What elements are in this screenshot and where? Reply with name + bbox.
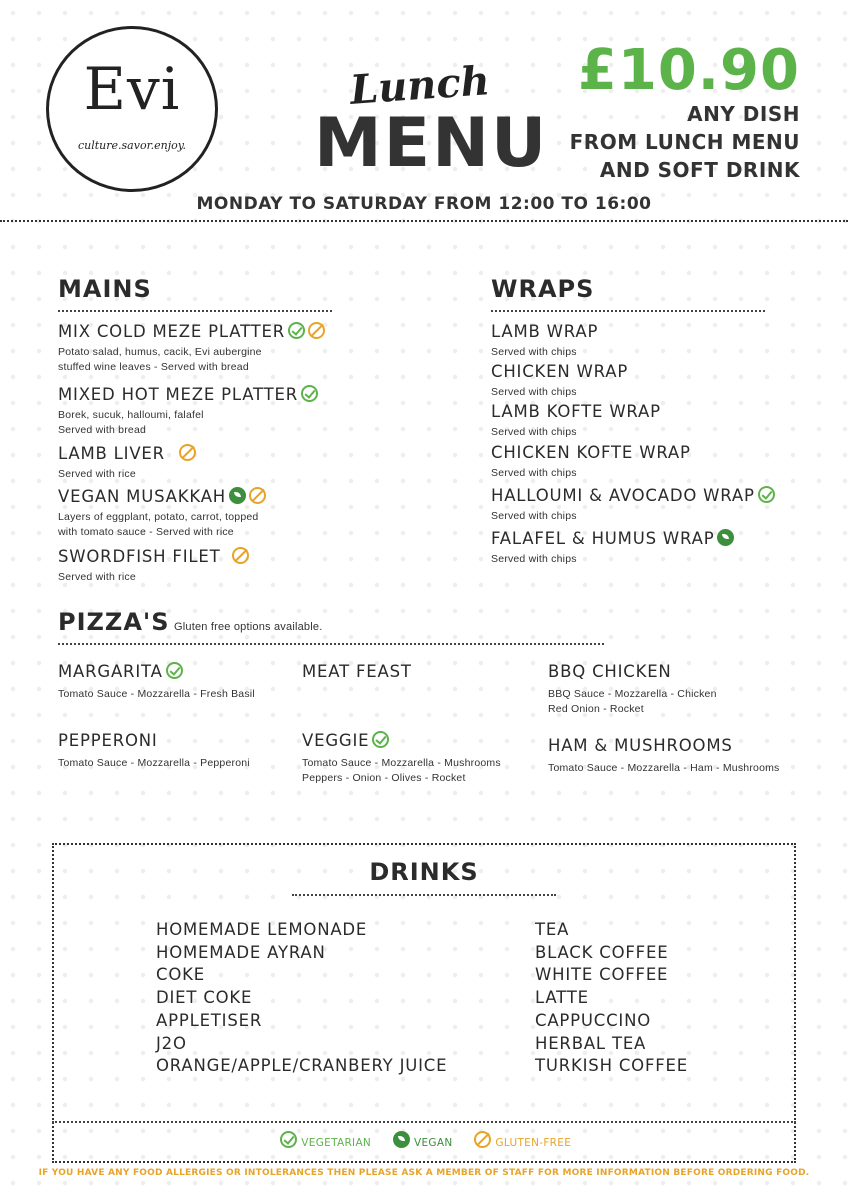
drink-item: HOMEMADE AYRAN	[156, 942, 326, 962]
title-menu: MENU	[314, 104, 549, 183]
vegan-icon	[229, 487, 246, 504]
offer-price: £10.90	[577, 38, 800, 103]
offer-line-1: ANY DISH	[687, 102, 800, 126]
drink-item: TEA	[535, 920, 570, 939]
menu-item-halloumi-avocado-wrap	[491, 486, 775, 524]
item-name: MARGARITA	[58, 662, 163, 681]
menu-item-mix-cold-meze	[58, 322, 325, 375]
vegetarian-icon	[288, 322, 305, 339]
drink-item: LATTE	[535, 988, 589, 1008]
item-desc: Served with rice	[58, 468, 136, 480]
vegetarian-icon	[280, 1131, 297, 1148]
drink-item: BLACK COFFEE	[535, 942, 669, 962]
item-desc: Served with rice	[58, 571, 136, 583]
offer-line-2: FROM LUNCH MENU	[569, 130, 800, 154]
drink-item: CAPPUCCINO	[535, 1010, 652, 1030]
item-desc: Served with chips	[491, 467, 577, 479]
item-name: CHICKEN KOFTE WRAP	[491, 443, 691, 462]
item-desc: Served with chips	[491, 553, 577, 565]
item-desc: Tomato Sauce - Mozzarella - Pepperoni	[58, 757, 250, 769]
gluten-free-icon	[232, 547, 249, 564]
pizza-bbq-chicken	[548, 662, 717, 717]
menu-item-mixed-hot-meze	[58, 385, 318, 438]
vegetarian-icon	[372, 731, 389, 748]
wraps-divider	[491, 310, 765, 312]
logo	[46, 26, 218, 192]
menu-item-chicken-wrap	[491, 362, 628, 400]
item-name: MIX COLD MEZE PLATTER	[58, 322, 286, 341]
item-name: LAMB LIVER	[58, 444, 165, 463]
item-desc: Tomato Sauce - Mozzarella - Fresh Basil	[58, 688, 255, 700]
item-name: MIXED HOT MEZE PLATTER	[58, 385, 299, 404]
drink-item: APPLETISER	[156, 1010, 263, 1030]
offer-line-3: AND SOFT DRINK	[599, 158, 800, 182]
opening-hours: MONDAY TO SATURDAY FROM 12:00 TO 16:00	[196, 194, 652, 214]
drinks-list-hot	[535, 919, 688, 1078]
menu-item-falafel-humus-wrap	[491, 529, 734, 567]
item-name: BBQ CHICKEN	[548, 662, 672, 681]
logo-wordmark: Evi	[83, 55, 181, 123]
gluten-free-icon	[179, 444, 196, 461]
item-desc: Layers of eggplant, potato, carrot, topped	[58, 511, 259, 523]
item-desc: Borek, sucuk, halloumi, falafel	[58, 409, 204, 421]
drink-item: ORANGE/APPLE/CRANBERY JUICE	[156, 1056, 448, 1076]
drinks-divider	[292, 894, 556, 896]
gluten-free-icon	[308, 322, 325, 339]
item-desc: Served with chips	[491, 346, 577, 358]
drink-item: HOMEMADE LEMONADE	[156, 920, 368, 939]
legend-gluten-free: GLUTEN-FREE	[495, 1137, 572, 1149]
vegetarian-icon	[166, 662, 183, 679]
title-lunch: Lunch	[348, 57, 492, 114]
drink-item: J2O	[156, 1033, 187, 1053]
menu-item-chicken-kofte-wrap	[491, 443, 691, 481]
item-name: PEPPERONI	[58, 731, 158, 750]
drink-item: HERBAL TEA	[535, 1033, 647, 1053]
vegan-icon	[393, 1131, 410, 1148]
item-desc: Served with chips	[491, 510, 577, 522]
gluten-free-icon	[474, 1131, 491, 1148]
diet-legend	[0, 1131, 848, 1151]
legend-vegan: VEGAN	[414, 1137, 453, 1149]
pizzas-heading: PIZZA'S	[58, 608, 170, 636]
pizzas-divider	[58, 643, 604, 645]
vegan-icon	[717, 529, 734, 546]
drinks-heading: DRINKS	[369, 858, 479, 886]
item-desc: Tomato Sauce - Mozzarella - Mushrooms	[302, 757, 501, 769]
mains-divider	[58, 310, 332, 312]
item-name: VEGGIE	[302, 731, 370, 750]
pizza-margarita	[58, 662, 255, 702]
pizza-ham-mushrooms	[548, 736, 780, 776]
mains-heading: MAINS	[58, 275, 152, 303]
item-name: HALLOUMI & AVOCADO WRAP	[491, 486, 755, 505]
pizzas-header	[58, 608, 322, 636]
item-name: LAMB KOFTE WRAP	[491, 402, 661, 421]
item-desc: with tomato sauce - Served with rice	[58, 526, 234, 538]
allergy-notice: IF YOU HAVE ANY FOOD ALLERGIES OR INTOLERANCES THEN PLEASE ASK A MEMBER OF STAFF FOR MORE INFORMATION BEFORE ORDERING FOOD.	[38, 1168, 810, 1178]
item-desc: Potato salad, humus, cacik, Evi aubergine	[58, 346, 262, 358]
item-name: CHICKEN WRAP	[491, 362, 629, 381]
vegetarian-icon	[758, 486, 775, 503]
drink-item: WHITE COFFEE	[535, 965, 669, 985]
item-name: HAM & MUSHROOMS	[548, 736, 733, 755]
item-name: LAMB WRAP	[491, 322, 599, 341]
item-name: FALAFEL & HUMUS WRAP	[491, 529, 715, 548]
item-desc: Tomato Sauce - Mozzarella - Ham - Mushrooms	[548, 762, 780, 774]
item-desc: Served with chips	[491, 386, 577, 398]
gluten-free-icon	[249, 487, 266, 504]
item-desc: Served with bread	[58, 424, 147, 436]
menu-item-lamb-liver	[58, 444, 196, 482]
logo-tagline: culture.savor.enjoy.	[78, 139, 186, 152]
menu-item-lamb-wrap	[491, 322, 598, 360]
item-desc: stuffed wine leaves - Served with bread	[58, 361, 249, 373]
drink-item: DIET COKE	[156, 988, 253, 1008]
menu-item-vegan-musakkah	[58, 487, 266, 540]
item-desc: BBQ Sauce - Mozzarella - Chicken	[548, 688, 717, 700]
drinks-list-cold	[156, 919, 447, 1078]
item-name: SWORDFISH FILET	[58, 547, 221, 566]
drink-item: TURKISH COFFEE	[535, 1056, 688, 1076]
legend-vegetarian: VEGETARIAN	[301, 1137, 372, 1149]
drink-item: COKE	[156, 965, 205, 985]
item-desc: Served with chips	[491, 426, 577, 438]
header-divider	[0, 220, 848, 222]
menu-item-lamb-kofte-wrap	[491, 402, 661, 440]
item-name: MEAT FEAST	[302, 662, 412, 681]
wraps-heading: WRAPS	[491, 275, 595, 303]
item-name: VEGAN MUSAKKAH	[58, 487, 226, 506]
item-desc: Peppers - Onion - Olives - Rocket	[302, 772, 466, 784]
legend-divider	[52, 1121, 796, 1123]
pizza-pepperoni	[58, 731, 250, 771]
item-desc: Red Onion - Rocket	[548, 703, 644, 715]
menu-item-swordfish-filet	[58, 547, 249, 585]
pizzas-note: Gluten free options available.	[173, 621, 323, 633]
pizza-meat-feast	[302, 662, 412, 681]
vegetarian-icon	[301, 385, 318, 402]
pizza-veggie	[302, 731, 501, 786]
